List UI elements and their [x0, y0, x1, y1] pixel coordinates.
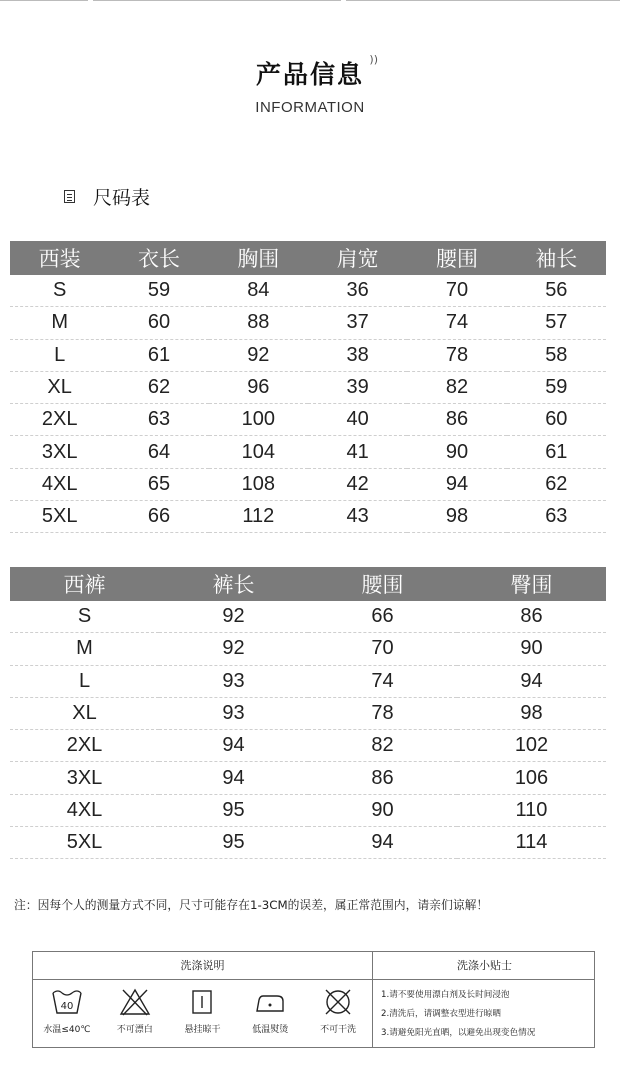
table-cell: M: [10, 633, 159, 665]
table-row: [10, 633, 606, 665]
table-cell: 63: [109, 404, 208, 436]
table-row: [10, 665, 606, 697]
column-header: 西装: [10, 241, 109, 275]
table-cell: 70: [407, 275, 506, 307]
table-cell: 62: [507, 468, 606, 500]
table-cell: 60: [109, 307, 208, 339]
table-cell: 2XL: [10, 404, 109, 436]
table-cell: 110: [457, 794, 606, 826]
table-cell: 86: [457, 601, 606, 633]
washing-title: 洗涤说明: [180, 959, 225, 972]
wash-temp-text: 40: [60, 1001, 74, 1012]
table-cell: 95: [159, 827, 308, 859]
table-cell: 59: [109, 275, 208, 307]
table-row: [10, 762, 606, 794]
column-header: 胸围: [209, 241, 308, 275]
page-title-text: 产品信息: [255, 60, 364, 89]
size-chart-title: 尺码表: [93, 187, 151, 209]
table-cell: 62: [109, 371, 208, 403]
table-cell: 92: [159, 633, 308, 665]
table-cell: 40: [308, 404, 407, 436]
table-row: [10, 371, 606, 403]
table-cell: 38: [308, 339, 407, 371]
table-cell: 5XL: [10, 501, 109, 533]
table-row: [10, 275, 606, 307]
suit-size-table: [10, 241, 606, 533]
column-header: 肩宽: [308, 241, 407, 275]
table-cell: L: [10, 339, 109, 371]
table-cell: 39: [308, 371, 407, 403]
table-cell: 74: [407, 307, 506, 339]
care-label: 不可漂白: [116, 1025, 153, 1035]
table-cell: 112: [209, 501, 308, 533]
table-cell: 93: [159, 697, 308, 729]
table-cell: 59: [507, 371, 606, 403]
table-cell: 104: [209, 436, 308, 468]
table-cell: 86: [407, 404, 506, 436]
column-header: 臀围: [457, 567, 606, 601]
table-cell: 58: [507, 339, 606, 371]
table-cell: 102: [457, 730, 606, 762]
no-dry-clean-icon: [321, 987, 355, 1017]
table-row: [10, 436, 606, 468]
table-cell: 3XL: [10, 762, 159, 794]
table-cell: 63: [507, 501, 606, 533]
table-cell: 94: [407, 468, 506, 500]
table-header-row: [10, 567, 606, 601]
table-cell: 94: [159, 730, 308, 762]
table-cell: 56: [507, 275, 606, 307]
low-iron-icon: [253, 987, 287, 1017]
top-divider: [0, 0, 620, 2]
table-cell: 5XL: [10, 827, 159, 859]
care-tip: 2.清洗后，请调整衣型进行晾晒: [381, 1009, 501, 1019]
table-cell: 41: [308, 436, 407, 468]
table-cell: 108: [209, 468, 308, 500]
table-cell: 74: [308, 665, 457, 697]
column-header: 袖长: [507, 241, 606, 275]
table-cell: 90: [407, 436, 506, 468]
care-item-hang-dry: [169, 980, 237, 1048]
table-cell: 92: [209, 339, 308, 371]
page-header: [0, 55, 620, 116]
table-cell: 96: [209, 371, 308, 403]
table-cell: 36: [308, 275, 407, 307]
table-row: [10, 794, 606, 826]
table-cell: 70: [308, 633, 457, 665]
table-cell: XL: [10, 371, 109, 403]
care-label: 低温熨烫: [252, 1025, 289, 1035]
table-cell: L: [10, 665, 159, 697]
table-row: [10, 307, 606, 339]
size-note: 注：因每个人的测量方式不同，尺寸可能存在1-3CM的误差，属正常范围内，请亲们谅解！: [14, 898, 489, 912]
table-cell: 98: [407, 501, 506, 533]
wash-40-icon: [50, 987, 84, 1017]
care-tip: 1.请不要使用漂白剂及长时间浸泡: [381, 990, 510, 1000]
table-row: [10, 730, 606, 762]
care-item-no-bleach: [101, 980, 169, 1048]
document-icon: [64, 190, 75, 203]
no-bleach-icon: [118, 987, 152, 1017]
care-icon-row: [33, 980, 372, 1048]
care-label: 不可干洗: [320, 1025, 357, 1035]
table-cell: 106: [457, 762, 606, 794]
table-cell: 64: [109, 436, 208, 468]
table-cell: 94: [308, 827, 457, 859]
table-cell: S: [10, 275, 109, 307]
table-cell: 90: [308, 794, 457, 826]
table-cell: S: [10, 601, 159, 633]
table-cell: 61: [507, 436, 606, 468]
table-cell: 57: [507, 307, 606, 339]
table-row: [10, 501, 606, 533]
care-label: 悬挂晾干: [184, 1025, 221, 1035]
column-header: 西裤: [10, 567, 159, 601]
table-cell: 66: [308, 601, 457, 633]
table-cell: 37: [308, 307, 407, 339]
table-row: [10, 468, 606, 500]
table-cell: 88: [209, 307, 308, 339]
table-cell: 98: [457, 697, 606, 729]
page-title: [255, 53, 378, 91]
table-cell: 94: [457, 665, 606, 697]
table-cell: 61: [109, 339, 208, 371]
table-cell: 4XL: [10, 468, 109, 500]
care-label: 水温≤40℃: [43, 1025, 91, 1035]
care-instructions: [32, 951, 595, 1048]
table-cell: 4XL: [10, 794, 159, 826]
table-cell: 42: [308, 468, 407, 500]
table-cell: 114: [457, 827, 606, 859]
table-cell: M: [10, 307, 109, 339]
care-item-no-dry-clean: [304, 980, 372, 1048]
table-cell: 60: [507, 404, 606, 436]
table-cell: 100: [209, 404, 308, 436]
table-cell: 84: [209, 275, 308, 307]
page-subtitle: INFORMATION: [255, 99, 365, 116]
signal-icon: )): [369, 53, 378, 66]
hang-dry-icon: [185, 987, 219, 1017]
table-cell: 43: [308, 501, 407, 533]
table-cell: 2XL: [10, 730, 159, 762]
column-header: 衣长: [109, 241, 208, 275]
table-cell: 94: [159, 762, 308, 794]
care-item-low-iron: [236, 980, 304, 1048]
table-cell: 90: [457, 633, 606, 665]
table-cell: 92: [159, 601, 308, 633]
tips-title: 洗涤小贴士: [457, 959, 512, 972]
table-row: [10, 404, 606, 436]
care-tip: 3.请避免阳光直晒，以避免出现变色情况: [381, 1028, 536, 1038]
table-cell: XL: [10, 697, 159, 729]
table-cell: 86: [308, 762, 457, 794]
table-cell: 95: [159, 794, 308, 826]
table-cell: 3XL: [10, 436, 109, 468]
table-cell: 82: [308, 730, 457, 762]
column-header: 腰围: [308, 567, 457, 601]
column-header: 腰围: [407, 241, 506, 275]
table-cell: 93: [159, 665, 308, 697]
table-header-row: [10, 241, 606, 275]
size-chart-heading: [64, 183, 150, 210]
table-cell: 78: [308, 697, 457, 729]
table-cell: 78: [407, 339, 506, 371]
table-row: [10, 827, 606, 859]
pants-size-table: [10, 567, 606, 859]
care-item-wash: [33, 980, 101, 1048]
column-header: 裤长: [159, 567, 308, 601]
table-row: [10, 601, 606, 633]
table-cell: 66: [109, 501, 208, 533]
table-cell: 82: [407, 371, 506, 403]
table-row: [10, 697, 606, 729]
table-cell: 65: [109, 468, 208, 500]
care-tips: [381, 986, 535, 1043]
table-row: [10, 339, 606, 371]
